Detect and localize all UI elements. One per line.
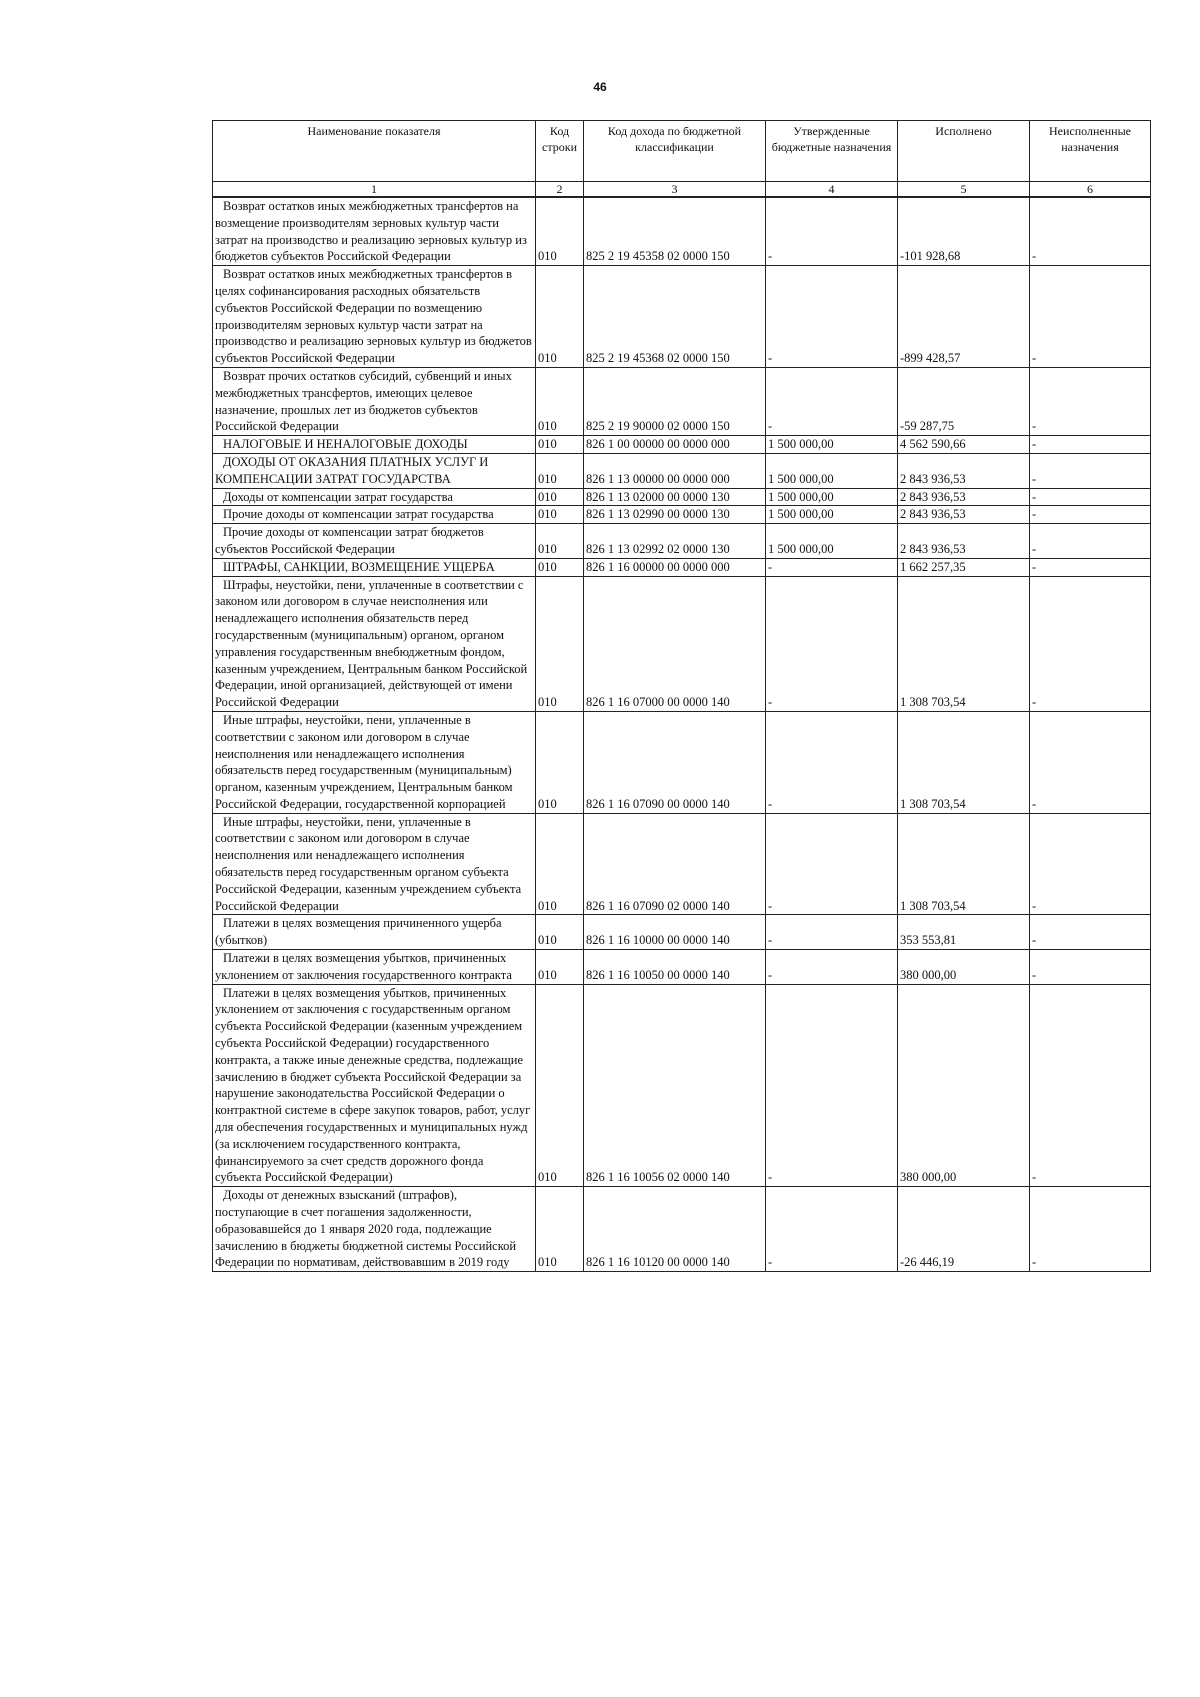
header-unexecuted: Неисполненные назначения: [1030, 121, 1151, 182]
table-row: [213, 813, 1151, 915]
row-name: Возврат остатков иных межбюджетных трансфертов в целях софинансирования расходных обязательств субъектов Российской Федерации по возмещению производителям зерновых культур части затрат на производство и реализацию зерновых культур из бюджетов субъектов Российской Федерации: [213, 266, 536, 368]
row-approved: -: [766, 266, 898, 368]
table-row: [213, 266, 1151, 368]
row-budget-code: 826 1 13 02990 00 0000 130: [584, 506, 766, 524]
row-line-code: 010: [536, 950, 584, 985]
row-approved: 1 500 000,00: [766, 506, 898, 524]
row-line-code: 010: [536, 576, 584, 711]
table-row: [213, 984, 1151, 1187]
row-line-code: 010: [536, 915, 584, 950]
row-line-code: 010: [536, 506, 584, 524]
row-approved: -: [766, 711, 898, 813]
row-approved: -: [766, 984, 898, 1187]
row-executed: 2 843 936,53: [898, 488, 1030, 506]
row-name: Доходы от компенсации затрат государства: [213, 488, 536, 506]
page-number: 46: [593, 80, 607, 94]
row-budget-code: 825 2 19 45358 02 0000 150: [584, 197, 766, 266]
column-number: 2: [536, 182, 584, 198]
row-executed: 2 843 936,53: [898, 453, 1030, 488]
row-line-code: 010: [536, 488, 584, 506]
row-approved: 1 500 000,00: [766, 436, 898, 454]
column-number: 1: [213, 182, 536, 198]
row-approved: -: [766, 915, 898, 950]
row-executed: 2 843 936,53: [898, 506, 1030, 524]
row-approved: -: [766, 558, 898, 576]
row-unexecuted: -: [1030, 711, 1151, 813]
row-line-code: 010: [536, 984, 584, 1187]
row-unexecuted: -: [1030, 984, 1151, 1187]
row-unexecuted: -: [1030, 488, 1151, 506]
row-name: Платежи в целях возмещения убытков, причиненных уклонением от заключения с государственным органом субъекта Российской Федерации (казенным учреждением субъекта Российской Федерации) государственного контракта, а также иные денежные средства, подлежащие зачислению в бюджет субъекта Российской Федерации за нарушение законодательства Российской Федерации о контрактной системе в сфере закупок товаров, работ, услуг для обеспечения государственных и муниципальных нужд (за исключением государственного контракта, финансируемого за счет средств дорожного фонда субъекта Российской Федерации): [213, 984, 536, 1187]
row-name: Платежи в целях возмещения убытков, причиненных уклонением от заключения государственного контракта: [213, 950, 536, 985]
row-budget-code: 826 1 13 00000 00 0000 000: [584, 453, 766, 488]
row-executed: 1 308 703,54: [898, 576, 1030, 711]
row-executed: -26 446,19: [898, 1187, 1030, 1272]
table-row: [213, 436, 1151, 454]
row-budget-code: 826 1 13 02000 00 0000 130: [584, 488, 766, 506]
row-unexecuted: -: [1030, 197, 1151, 266]
row-approved: -: [766, 950, 898, 985]
table-row: [213, 1187, 1151, 1272]
row-name: Доходы от денежных взысканий (штрафов), поступающие в счет погашения задолженности, образовавшейся до 1 января 2020 года, подлежащие зачислению в бюджеты бюджетной системы Российской Федерации по нормативам, действовавшим в 2019 году: [213, 1187, 536, 1272]
row-line-code: 010: [536, 197, 584, 266]
row-unexecuted: -: [1030, 576, 1151, 711]
row-approved: 1 500 000,00: [766, 488, 898, 506]
row-unexecuted: -: [1030, 436, 1151, 454]
row-budget-code: 825 2 19 90000 02 0000 150: [584, 367, 766, 435]
row-unexecuted: -: [1030, 1187, 1151, 1272]
row-approved: -: [766, 197, 898, 266]
row-name: Платежи в целях возмещения причиненного ущерба (убытков): [213, 915, 536, 950]
row-approved: 1 500 000,00: [766, 524, 898, 559]
row-name: Прочие доходы от компенсации затрат государства: [213, 506, 536, 524]
header-approved: Утвержденные бюджетные назначения: [766, 121, 898, 182]
row-name: Возврат прочих остатков субсидий, субвенций и иных межбюджетных трансфертов, имеющих целевое назначение, прошлых лет из бюджетов субъектов Российской Федерации: [213, 367, 536, 435]
row-line-code: 010: [536, 1187, 584, 1272]
row-line-code: 010: [536, 813, 584, 915]
row-approved: -: [766, 576, 898, 711]
row-unexecuted: -: [1030, 915, 1151, 950]
row-name: ШТРАФЫ, САНКЦИИ, ВОЗМЕЩЕНИЕ УЩЕРБА: [213, 558, 536, 576]
table-row: [213, 488, 1151, 506]
row-line-code: 010: [536, 711, 584, 813]
row-budget-code: 826 1 16 07000 00 0000 140: [584, 576, 766, 711]
row-line-code: 010: [536, 436, 584, 454]
table-row: [213, 711, 1151, 813]
row-executed: -59 287,75: [898, 367, 1030, 435]
table-row: [213, 524, 1151, 559]
row-unexecuted: -: [1030, 950, 1151, 985]
column-number: 6: [1030, 182, 1151, 198]
row-name: Иные штрафы, неустойки, пени, уплаченные в соответствии с законом или договором в случае неисполнения или ненадлежащего исполнения обязательств перед государственным органом субъекта Российской Федерации, казенным учреждением субъекта Российской Федерации: [213, 813, 536, 915]
row-unexecuted: -: [1030, 524, 1151, 559]
row-approved: 1 500 000,00: [766, 453, 898, 488]
row-name: Возврат остатков иных межбюджетных трансфертов на возмещение производителям зерновых культур части затрат на производство и реализацию зерновых культур из бюджетов субъектов Российской Федерации: [213, 197, 536, 266]
row-budget-code: 826 1 13 02992 02 0000 130: [584, 524, 766, 559]
table-body: [213, 197, 1151, 1272]
row-unexecuted: -: [1030, 506, 1151, 524]
row-unexecuted: -: [1030, 813, 1151, 915]
row-budget-code: 826 1 16 10056 02 0000 140: [584, 984, 766, 1187]
header-budget-code: Код дохода по бюджетной классификации: [584, 121, 766, 182]
row-budget-code: 826 1 16 07090 02 0000 140: [584, 813, 766, 915]
table-row: [213, 558, 1151, 576]
row-executed: 4 562 590,66: [898, 436, 1030, 454]
row-executed: 2 843 936,53: [898, 524, 1030, 559]
row-executed: 380 000,00: [898, 984, 1030, 1187]
row-approved: -: [766, 367, 898, 435]
row-budget-code: 826 1 16 10050 00 0000 140: [584, 950, 766, 985]
row-line-code: 010: [536, 266, 584, 368]
header-row: [213, 121, 1151, 182]
row-unexecuted: -: [1030, 453, 1151, 488]
row-budget-code: 826 1 16 10120 00 0000 140: [584, 1187, 766, 1272]
revenue-table: [212, 120, 1151, 1272]
column-number: 3: [584, 182, 766, 198]
row-line-code: 010: [536, 367, 584, 435]
row-executed: 1 308 703,54: [898, 813, 1030, 915]
row-unexecuted: -: [1030, 367, 1151, 435]
column-numbers-row: [213, 182, 1151, 198]
row-name: ДОХОДЫ ОТ ОКАЗАНИЯ ПЛАТНЫХ УСЛУГ И КОМПЕНСАЦИИ ЗАТРАТ ГОСУДАРСТВА: [213, 453, 536, 488]
table-row: [213, 453, 1151, 488]
row-executed: 1 662 257,35: [898, 558, 1030, 576]
row-unexecuted: -: [1030, 558, 1151, 576]
row-budget-code: 826 1 00 00000 00 0000 000: [584, 436, 766, 454]
column-number: 4: [766, 182, 898, 198]
row-line-code: 010: [536, 524, 584, 559]
header-line-code: Код строки: [536, 121, 584, 182]
row-line-code: 010: [536, 558, 584, 576]
row-executed: -899 428,57: [898, 266, 1030, 368]
row-executed: 380 000,00: [898, 950, 1030, 985]
row-budget-code: 825 2 19 45368 02 0000 150: [584, 266, 766, 368]
row-approved: -: [766, 813, 898, 915]
table-row: [213, 915, 1151, 950]
row-name: Иные штрафы, неустойки, пени, уплаченные в соответствии с законом или договором в случае неисполнения или ненадлежащего исполнения обязательств перед государственным (муниципальным) органом, казенным учреждением, Центральным банком Российской Федерации, государственной корпорацией: [213, 711, 536, 813]
row-executed: 353 553,81: [898, 915, 1030, 950]
table-row: [213, 576, 1151, 711]
row-budget-code: 826 1 16 07090 00 0000 140: [584, 711, 766, 813]
table-row: [213, 506, 1151, 524]
row-name: Прочие доходы от компенсации затрат бюджетов субъектов Российской Федерации: [213, 524, 536, 559]
table-row: [213, 367, 1151, 435]
row-budget-code: 826 1 16 10000 00 0000 140: [584, 915, 766, 950]
header-name: Наименование показателя: [213, 121, 536, 182]
row-approved: -: [766, 1187, 898, 1272]
row-unexecuted: -: [1030, 266, 1151, 368]
row-budget-code: 826 1 16 00000 00 0000 000: [584, 558, 766, 576]
row-name: Штрафы, неустойки, пени, уплаченные в соответствии с законом или договором в случае неисполнения или ненадлежащего исполнения обязательств перед государственным (муниципальным) органом, органом управления государственным внебюджетным фондом, казенным учреждением, Центральным банком Российской Федерации, иной организацией, действующей от имени Российской Федерации: [213, 576, 536, 711]
column-number: 5: [898, 182, 1030, 198]
row-name: НАЛОГОВЫЕ И НЕНАЛОГОВЫЕ ДОХОДЫ: [213, 436, 536, 454]
row-executed: -101 928,68: [898, 197, 1030, 266]
table-row: [213, 950, 1151, 985]
row-line-code: 010: [536, 453, 584, 488]
header-executed: Исполнено: [898, 121, 1030, 182]
row-executed: 1 308 703,54: [898, 711, 1030, 813]
table-row: [213, 197, 1151, 266]
